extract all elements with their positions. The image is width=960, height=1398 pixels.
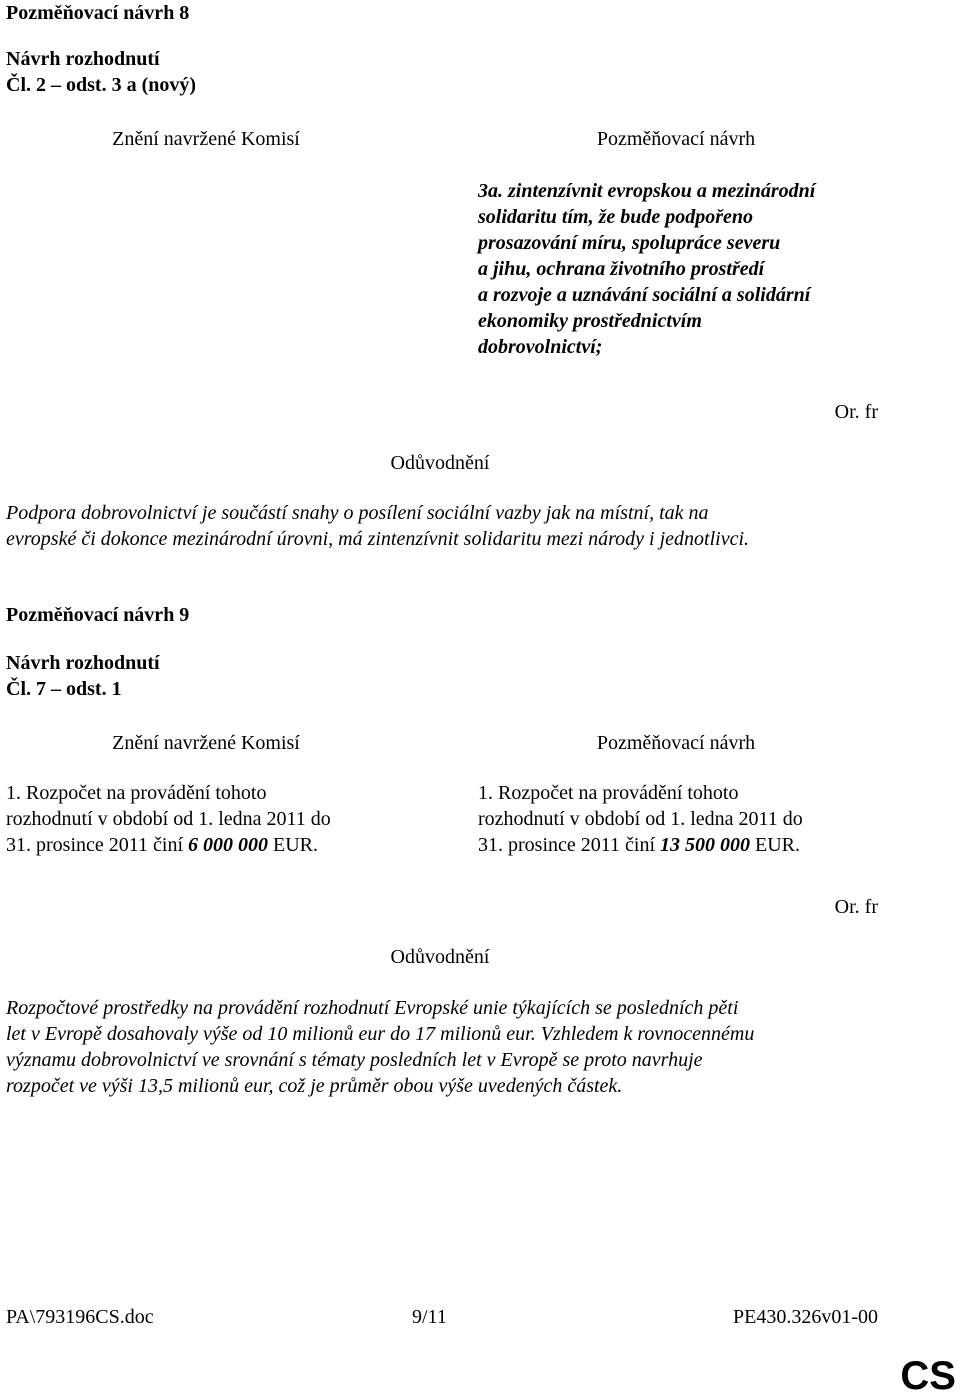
commission-line: 31. prosince 2011 činí 6 000 000 EUR. [6,834,319,856]
amendment-8-proposal: Návrh rozhodnutí [6,48,160,70]
footer-document-reference: PE430.326v01-00 [733,1306,878,1328]
amendment-8-justification [6,500,936,552]
commission-line: rozhodnutí v období od 1. ledna 2011 do [6,808,331,830]
amendment-8-line: prosazování míru, spolupráce severu [478,232,781,254]
amendment-8-line: a jihu, ochrana životního prostředí [478,258,765,280]
amendment-8-line: 3a. zintenzívnit evropskou a mezinárodní [478,180,816,202]
justification-line: let v Evropě dosahovaly výše od 10 milionů eur do 17 milionů eur. Vzhledem k rovnocennému [6,1023,755,1045]
amendment-line: rozhodnutí v období od 1. ledna 2011 do [478,808,803,830]
footer-language-code: CS [900,1354,956,1398]
commission-line: 1. Rozpočet na provádění tohoto [6,782,267,804]
amendment-9-origin: Or. fr [834,896,878,918]
amendment-8-line: dobrovolnictví; [478,336,603,358]
amendment-8-amendment-text [478,178,898,360]
justification-line: evropské či dokonce mezinárodní úrovni, má zintenzívnit solidaritu mezi národy i jednotlivci. [6,528,750,550]
amendment-9-heading: Pozměňovací návrh 9 [6,604,190,626]
amendment-9-amendment-header: Pozměňovací návrh [596,732,756,754]
amendment-8-justification-title: Odůvodnění [390,452,490,474]
amendment-8-commission-text-header: Znění navržené Komisí [112,128,300,150]
justification-line: Podpora dobrovolnictví je součástí snahy o posílení sociální vazby jak na místní, tak na [6,502,709,524]
amendment-8-line: a rozvoje a uznávání sociální a solidární [478,284,811,306]
amendment-line: 1. Rozpočet na provádění tohoto [478,782,739,804]
amendment-8-line: ekonomiky prostřednictvím [478,310,702,332]
justification-line: významu dobrovolnictví ve srovnání s tématy posledních let v Evropě se proto navrhuje [6,1049,703,1071]
amendment-9-justification [6,995,936,1099]
commission-amount: 6 000 000 [188,834,269,856]
amendment-amount: 13 500 000 [660,834,751,856]
amendment-8-line: solidaritu tím, že bude podpořeno [478,206,754,228]
footer-file-name: PA\793196CS.doc [6,1306,154,1328]
amendment-9-justification-title: Odůvodnění [390,946,490,968]
amendment-9-amendment-text [478,780,898,858]
amendment-8-article: Čl. 2 – odst. 3 a (nový) [6,74,197,96]
amendment-8-origin: Or. fr [834,401,878,423]
amendment-9-commission-text [6,780,426,858]
amendment-8-heading: Pozměňovací návrh 8 [6,2,190,24]
amendment-9-article: Čl. 7 – odst. 1 [6,678,122,700]
justification-line: Rozpočtové prostředky na provádění rozhodnutí Evropské unie týkajících se posledních pěti [6,997,739,1019]
amendment-9-proposal: Návrh rozhodnutí [6,652,160,674]
amendment-9-commission-text-header: Znění navržené Komisí [112,732,300,754]
footer-page-number: 9/11 [412,1306,447,1328]
amendment-8-amendment-header: Pozměňovací návrh [596,128,756,150]
justification-line: rozpočet ve výši 13,5 milionů eur, což je průměr obou výše uvedených částek. [6,1075,623,1097]
amendment-line: 31. prosince 2011 činí 13 500 000 EUR. [478,834,801,856]
